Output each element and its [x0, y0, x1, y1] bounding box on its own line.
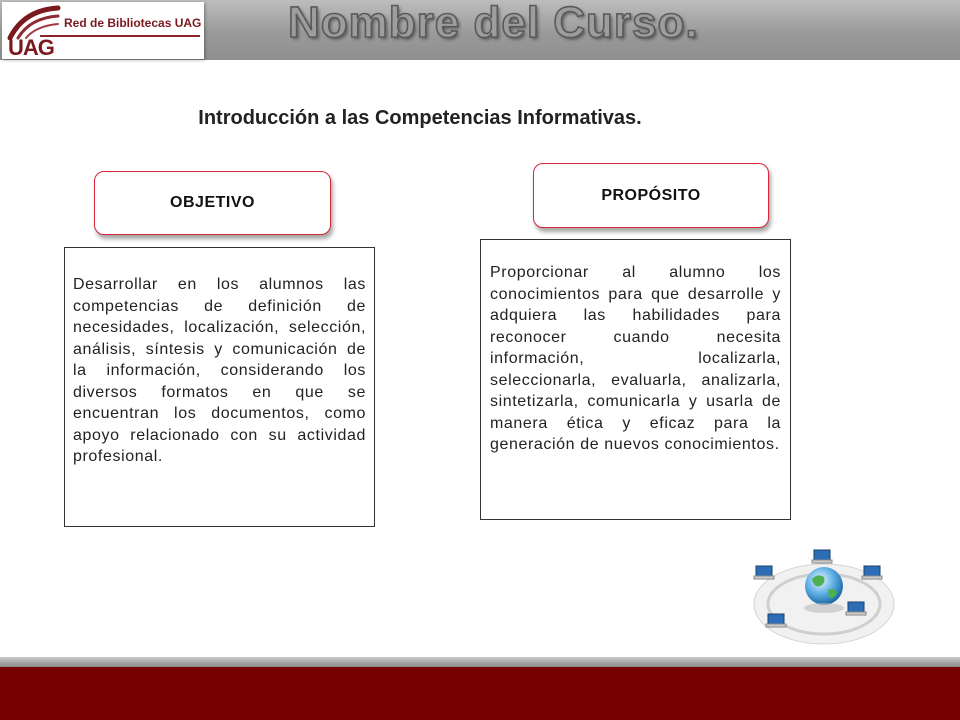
proposito-label: PROPÓSITO [601, 186, 701, 204]
objetivo-label-box [94, 171, 331, 235]
logo-mark: UAG [8, 35, 54, 60]
network-globe-laptops-icon [736, 546, 920, 652]
footer-band [0, 667, 960, 720]
footer-divider [0, 657, 960, 667]
objetivo-text: Desarrollar en los alumnos las competencias de definición de necesidades, localización, selección, análisis, síntesis y comunicación de la información, considerando los diversos formatos en que se encuentran los documentos, como apoyo relacionado con su actividad profesional. [73, 276, 366, 465]
objetivo-label: OBJETIVO [170, 194, 255, 211]
logo [2, 2, 204, 59]
proposito-text: Proporcionar al alumno los conocimientos para que desarrolle y adquiera las habilidades para reconocer cuando necesita información, localizarla, seleccionarla, evaluarla, analizarla, sintetizarla, comunicarla y usarla de manera ética y eficaz para la generación de nuevos conocimientos. [490, 264, 781, 453]
logo-divider [40, 35, 200, 37]
logo-network-name: Red de Bibliotecas UAG [64, 16, 202, 30]
course-title: Nombre del Curso. [288, 0, 699, 47]
page-subtitle: Introducción a las Competencias Informativas. [198, 107, 642, 129]
proposito-label-box [533, 163, 769, 228]
objetivo-text-box [64, 247, 375, 527]
proposito-text-box [480, 239, 791, 520]
